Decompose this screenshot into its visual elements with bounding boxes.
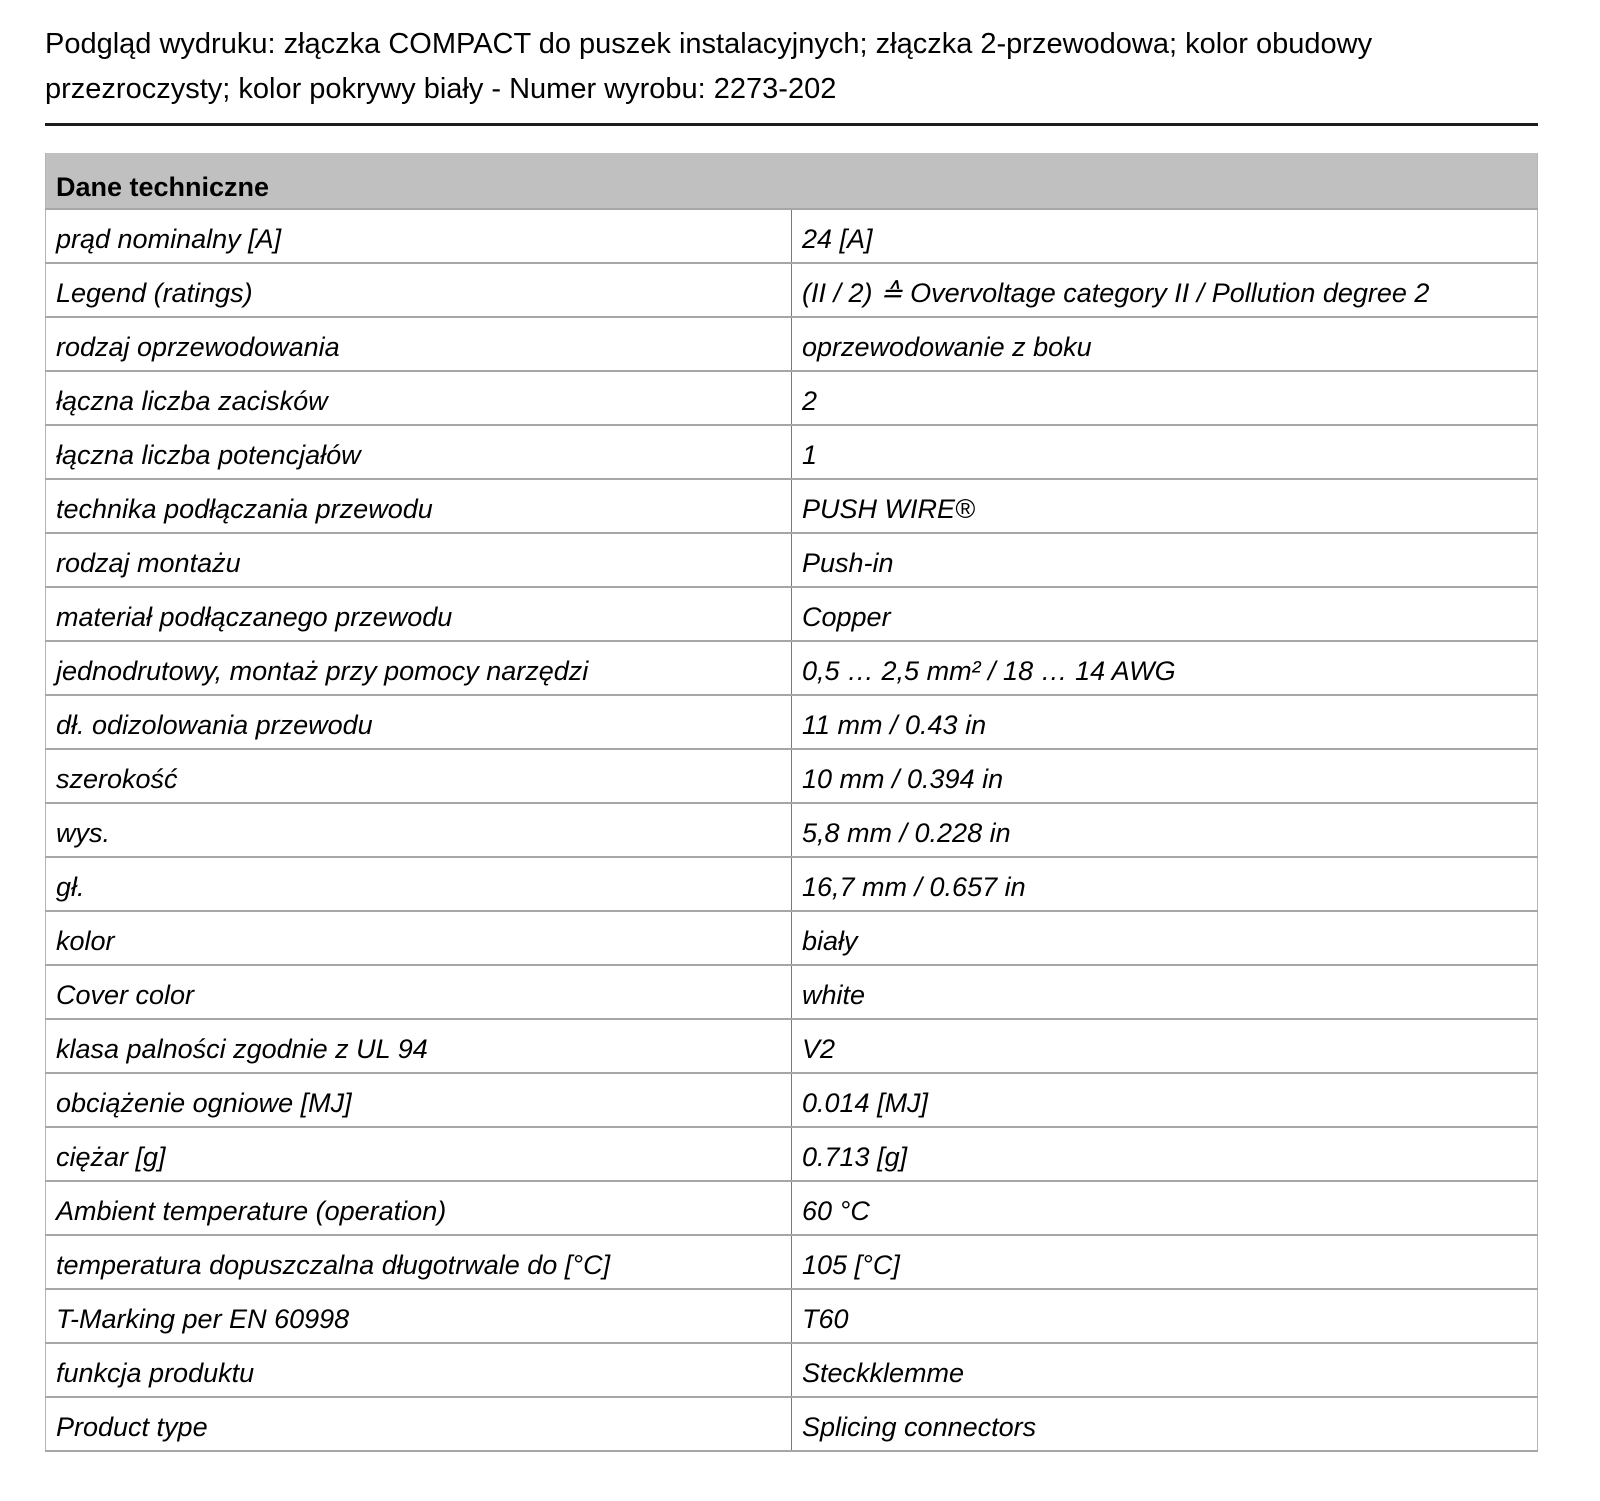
table-row bbox=[46, 1019, 1538, 1073]
spec-value: 1 bbox=[792, 425, 1538, 479]
table-row bbox=[46, 371, 1538, 425]
table-row bbox=[46, 1181, 1538, 1235]
spec-label: kolor bbox=[46, 911, 792, 965]
table-row bbox=[46, 479, 1538, 533]
spec-value: 0.014 [MJ] bbox=[792, 1073, 1538, 1127]
spec-label: technika podłączania przewodu bbox=[46, 479, 792, 533]
table-row bbox=[46, 317, 1538, 371]
table-row bbox=[46, 1235, 1538, 1289]
table-row bbox=[46, 263, 1538, 317]
spec-value: 16,7 mm / 0.657 in bbox=[792, 857, 1538, 911]
spec-value: V2 bbox=[792, 1019, 1538, 1073]
technical-data-table bbox=[45, 153, 1538, 1452]
spec-value: 11 mm / 0.43 in bbox=[792, 695, 1538, 749]
spec-value: PUSH WIRE® bbox=[792, 479, 1538, 533]
spec-label: łączna liczba zacisków bbox=[46, 371, 792, 425]
table-row bbox=[46, 911, 1538, 965]
spec-value: T60 bbox=[792, 1289, 1538, 1343]
spec-label: Legend (ratings) bbox=[46, 263, 792, 317]
spec-label: dł. odizolowania przewodu bbox=[46, 695, 792, 749]
spec-value: Splicing connectors bbox=[792, 1397, 1538, 1451]
spec-label: łączna liczba potencjałów bbox=[46, 425, 792, 479]
spec-value: biały bbox=[792, 911, 1538, 965]
table-row bbox=[46, 749, 1538, 803]
table-row bbox=[46, 1073, 1538, 1127]
spec-label: funkcja produktu bbox=[46, 1343, 792, 1397]
spec-label: Product type bbox=[46, 1397, 792, 1451]
table-header: Dane techniczne bbox=[46, 153, 1538, 209]
table-row bbox=[46, 1289, 1538, 1343]
page-title: Podgląd wydruku: złączka COMPACT do puszek instalacyjnych; złączka 2-przewodowa; kolor obudowy przezroczysty; kolor pokrywy biały - Numer wyrobu: 2273-202 bbox=[45, 28, 1373, 105]
spec-label: Ambient temperature (operation) bbox=[46, 1181, 792, 1235]
table-row bbox=[46, 1127, 1538, 1181]
table-row bbox=[46, 965, 1538, 1019]
spec-label: klasa palności zgodnie z UL 94 bbox=[46, 1019, 792, 1073]
table-row bbox=[46, 425, 1538, 479]
spec-value: 5,8 mm / 0.228 in bbox=[792, 803, 1538, 857]
spec-label: prąd nominalny [A] bbox=[46, 209, 792, 263]
spec-value: oprzewodowanie z boku bbox=[792, 317, 1538, 371]
spec-value: 0,5 … 2,5 mm² / 18 … 14 AWG bbox=[792, 641, 1538, 695]
spec-value: Steckklemme bbox=[792, 1343, 1538, 1397]
spec-value: 60 °C bbox=[792, 1181, 1538, 1235]
spec-label: jednodrutowy, montaż przy pomocy narzędzi bbox=[46, 641, 792, 695]
title-divider bbox=[45, 123, 1538, 126]
spec-value: Push-in bbox=[792, 533, 1538, 587]
table-head bbox=[46, 153, 1538, 209]
spec-value: 24 [A] bbox=[792, 209, 1538, 263]
table-row bbox=[46, 1397, 1538, 1451]
spec-label: rodzaj oprzewodowania bbox=[46, 317, 792, 371]
table-row bbox=[46, 803, 1538, 857]
spec-value: 0.713 [g] bbox=[792, 1127, 1538, 1181]
table-row bbox=[46, 695, 1538, 749]
table-row bbox=[46, 209, 1538, 263]
spec-label: temperatura dopuszczalna długotrwale do [°C] bbox=[46, 1235, 792, 1289]
table-row bbox=[46, 857, 1538, 911]
table-row bbox=[46, 533, 1538, 587]
spec-value: 10 mm / 0.394 in bbox=[792, 749, 1538, 803]
spec-label: materiał podłączanego przewodu bbox=[46, 587, 792, 641]
table-header-row bbox=[46, 153, 1538, 209]
spec-label: T-Marking per EN 60998 bbox=[46, 1289, 792, 1343]
spec-label: rodzaj montażu bbox=[46, 533, 792, 587]
spec-label: szerokość bbox=[46, 749, 792, 803]
table-body bbox=[46, 209, 1538, 1451]
spec-label: obciążenie ogniowe [MJ] bbox=[46, 1073, 792, 1127]
spec-label: gł. bbox=[46, 857, 792, 911]
spec-value: 105 [°C] bbox=[792, 1235, 1538, 1289]
table-row bbox=[46, 1343, 1538, 1397]
spec-value: Copper bbox=[792, 587, 1538, 641]
spec-value: white bbox=[792, 965, 1538, 1019]
spec-label: wys. bbox=[46, 803, 792, 857]
spec-label: ciężar [g] bbox=[46, 1127, 792, 1181]
table-row bbox=[46, 641, 1538, 695]
spec-value: 2 bbox=[792, 371, 1538, 425]
spec-value: (II / 2) ≙ Overvoltage category II / Pollution degree 2 bbox=[792, 263, 1538, 317]
table-row bbox=[46, 587, 1538, 641]
spec-label: Cover color bbox=[46, 965, 792, 1019]
